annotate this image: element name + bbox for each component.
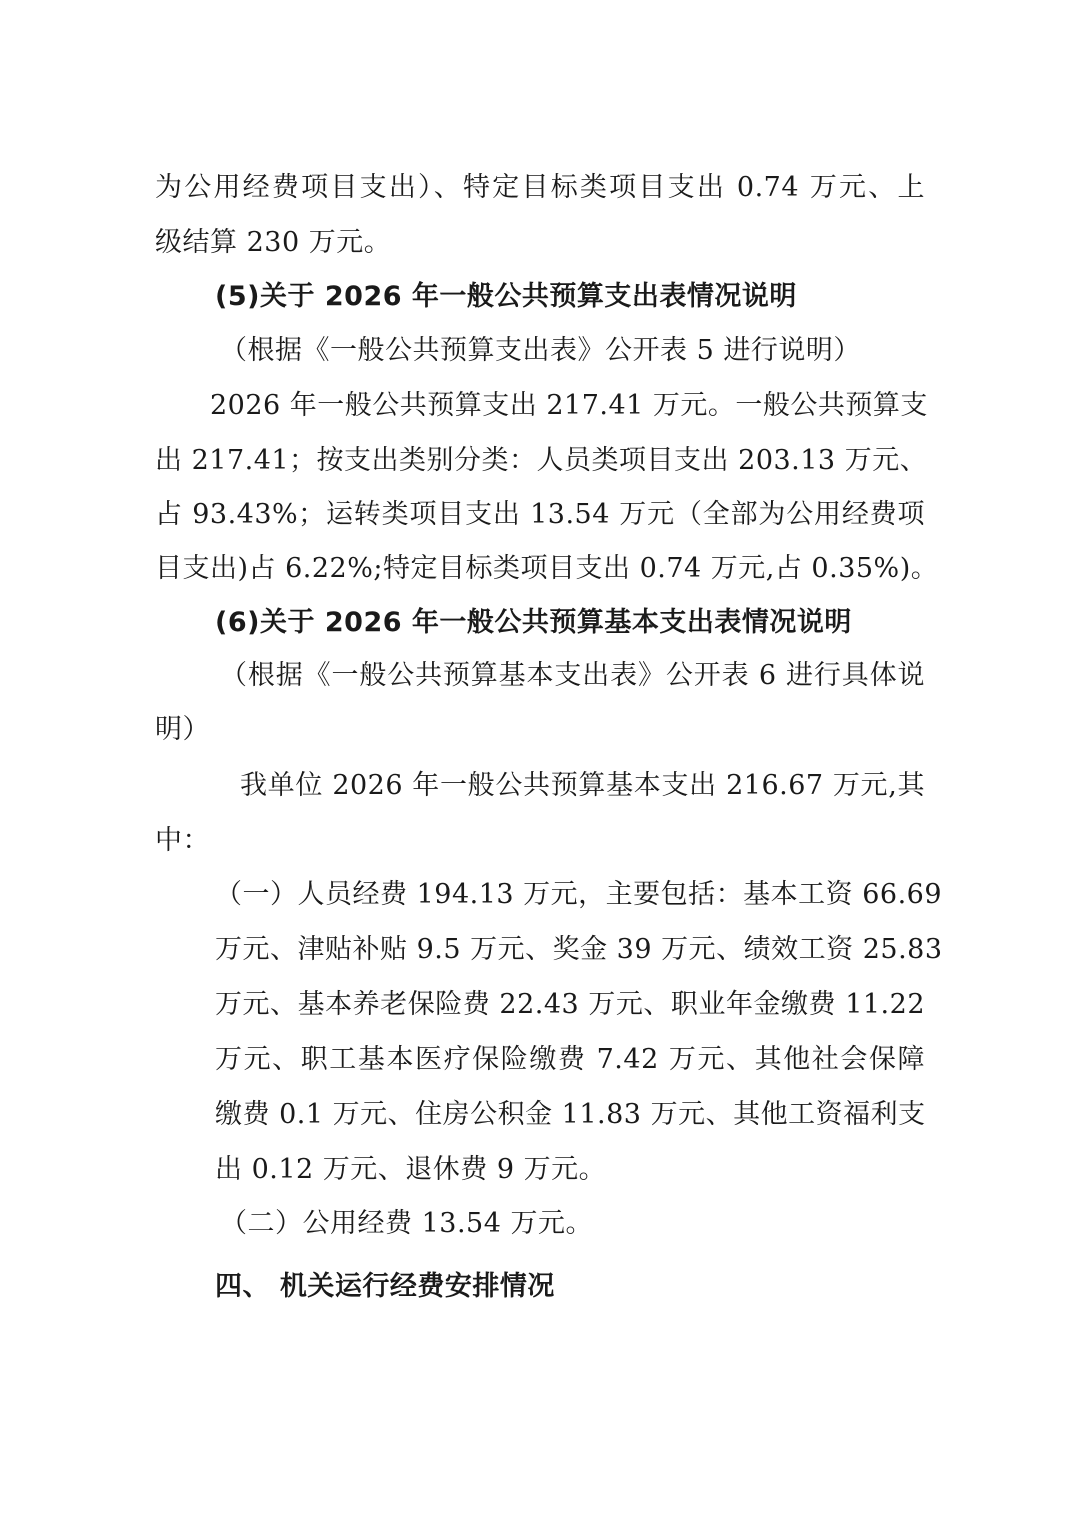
- paragraph-line: 目支出)占 6.22%;特定目标类项目支出 0.74 万元,占 0.35%)。: [155, 553, 939, 584]
- paragraph-line: （二）公用经费 13.54 万元。: [220, 1208, 593, 1239]
- paragraph-line: 万元、津贴补贴 9.5 万元、奖金 39 万元、绩效工资 25.83: [215, 934, 943, 965]
- paragraph-line: 万元、职工基本医疗保险缴费 7.42 万元、其他社会保障: [215, 1044, 925, 1075]
- paragraph-line: 出 0.12 万元、退休费 9 万元。: [215, 1154, 607, 1185]
- section-heading: (6)关于 2026 年一般公共预算基本支出表情况说明: [215, 607, 852, 638]
- paragraph-line: （一）人员经费 194.13 万元，主要包括：基本工资 66.69: [215, 879, 943, 910]
- paragraph-line: （根据《一般公共预算支出表》公开表 5 进行说明）: [220, 335, 861, 366]
- paragraph-line: 级结算 230 万元。: [155, 227, 392, 258]
- paragraph-line: 缴费 0.1 万元、住房公积金 11.83 万元、其他工资福利支: [215, 1099, 926, 1130]
- section-heading: (5)关于 2026 年一般公共预算支出表情况说明: [215, 281, 797, 312]
- paragraph-line: 占 93.43%；运转类项目支出 13.54 万元（全部为公用经费项: [155, 499, 925, 530]
- paragraph-line: 万元、基本养老保险费 22.43 万元、职业年金缴费 11.22: [215, 989, 925, 1020]
- paragraph-line: 明）: [155, 714, 210, 745]
- paragraph-line: 为公用经费项目支出）、特定目标类项目支出 0.74 万元、上: [155, 172, 925, 203]
- paragraph-line: 出 217.41；按支出类别分类：人员类项目支出 203.13 万元、: [155, 445, 928, 476]
- paragraph-line: 2026 年一般公共预算支出 217.41 万元。一般公共预算支: [210, 390, 928, 421]
- paragraph-line: 中：: [155, 825, 210, 856]
- paragraph-line: （根据《一般公共预算基本支出表》公开表 6 进行具体说: [220, 660, 925, 691]
- paragraph-line: 我单位 2026 年一般公共预算基本支出 216.67 万元,其: [240, 770, 925, 801]
- section-heading: 四、 机关运行经费安排情况: [215, 1271, 555, 1302]
